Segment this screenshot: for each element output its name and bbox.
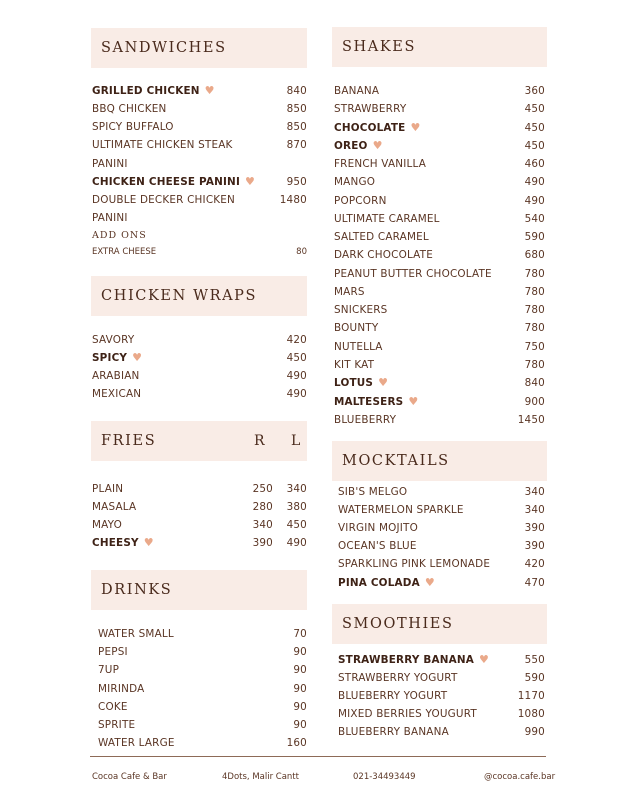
item-price: 90 — [293, 646, 307, 658]
item-name: MARS — [334, 286, 365, 298]
item-price: 850 — [286, 103, 307, 115]
item-price: 450 — [524, 103, 545, 115]
item-name: MIRINDA — [98, 683, 145, 695]
heart-icon: ♥ — [204, 84, 215, 97]
item-price-large: 490 — [286, 537, 307, 549]
item-price: 540 — [524, 213, 545, 225]
menu-item — [98, 625, 307, 643]
menu-item — [92, 155, 307, 173]
item-name: CHEESY — [92, 537, 139, 549]
item-price: 390 — [524, 522, 545, 534]
item-name: NUTELLA — [334, 341, 383, 353]
item-price: 70 — [293, 628, 307, 640]
fries-header — [91, 421, 307, 461]
item-name: WATER SMALL — [98, 628, 174, 640]
item-name: PEPSI — [98, 646, 128, 658]
item-name: PLAIN — [92, 483, 124, 495]
item-name: 7UP — [98, 664, 120, 676]
item-price-regular: 340 — [252, 519, 273, 531]
chicken-wraps-header — [91, 276, 307, 316]
menu-item — [338, 537, 545, 555]
item-name: STRAWBERRY YOGURT — [338, 672, 458, 684]
menu-item — [92, 349, 307, 367]
menu-item — [92, 118, 307, 136]
item-price: 420 — [286, 334, 307, 346]
item-price: 850 — [286, 121, 307, 133]
footer-phone: 021-34493449 — [353, 772, 416, 782]
heart-icon: ♥ — [410, 121, 421, 134]
menu-item — [98, 680, 307, 698]
addon-price: 80 — [296, 247, 307, 257]
item-price: 490 — [524, 176, 545, 188]
item-name: FRENCH VANILLA — [334, 158, 427, 170]
menu-item — [338, 669, 545, 687]
item-name: SIB'S MELGO — [338, 486, 408, 498]
item-price: 490 — [286, 370, 307, 382]
item-price: 460 — [524, 158, 545, 170]
menu-item — [92, 534, 307, 552]
menu-item — [338, 651, 545, 669]
item-price: 490 — [524, 195, 545, 207]
large-column-header: L — [291, 433, 301, 449]
section-title: MOCKTAILS — [342, 453, 450, 469]
menu-item — [334, 338, 545, 356]
item-price: 420 — [524, 558, 545, 570]
item-price: 950 — [286, 176, 307, 188]
menu-item — [92, 209, 307, 227]
section-title: CHICKEN WRAPS — [101, 288, 258, 304]
item-price: 590 — [524, 231, 545, 243]
item-price-large: 380 — [286, 501, 307, 513]
item-price: 840 — [286, 85, 307, 97]
item-name: BLUEBERRY — [334, 414, 397, 426]
heart-icon: ♥ — [378, 376, 389, 389]
menu-item — [334, 356, 545, 374]
item-price-regular: 280 — [252, 501, 273, 513]
item-price: 590 — [524, 672, 545, 684]
sandwiches-header — [91, 28, 307, 68]
item-name: MIXED BERRIES YOUGURT — [338, 708, 477, 720]
menu-item — [92, 82, 307, 100]
item-price-regular: 250 — [252, 483, 273, 495]
menu-item — [92, 385, 307, 403]
menu-item — [334, 301, 545, 319]
heart-icon: ♥ — [479, 653, 490, 666]
item-name: DOUBLE DECKER CHICKEN — [92, 194, 236, 206]
item-name: POPCORN — [334, 195, 387, 207]
item-name: PEANUT BUTTER CHOCOLATE — [334, 268, 492, 280]
smoothies-header — [332, 604, 547, 644]
item-name: WATER LARGE — [98, 737, 175, 749]
section-title: SHAKES — [342, 39, 417, 55]
item-name: KIT KAT — [334, 359, 375, 371]
menu-item — [98, 734, 307, 752]
menu-item — [92, 367, 307, 385]
item-name: STRAWBERRY — [334, 103, 407, 115]
item-price: 1480 — [279, 194, 307, 206]
item-price: 990 — [524, 726, 545, 738]
item-name: PANINI — [92, 158, 128, 170]
item-price: 680 — [524, 249, 545, 261]
menu-item — [334, 411, 545, 429]
menu-item — [92, 480, 307, 498]
item-name: OCEAN'S BLUE — [338, 540, 417, 552]
item-name: ARABIAN — [92, 370, 140, 382]
item-price: 340 — [524, 504, 545, 516]
menu-item — [98, 698, 307, 716]
regular-column-header: R — [254, 433, 265, 449]
menu-item — [92, 100, 307, 118]
menu-item — [334, 210, 545, 228]
menu-item — [334, 100, 545, 118]
item-price: 780 — [524, 304, 545, 316]
item-price-regular: 390 — [252, 537, 273, 549]
item-price: 900 — [524, 396, 545, 408]
menu-item — [98, 661, 307, 679]
item-price: 1450 — [517, 414, 545, 426]
item-name: BLUEBERRY YOGURT — [338, 690, 448, 702]
item-name: CHOCOLATE — [334, 122, 406, 134]
menu-item — [92, 498, 307, 516]
menu-item — [338, 723, 545, 741]
item-price-large: 340 — [286, 483, 307, 495]
item-name: BLUEBERRY BANANA — [338, 726, 449, 738]
item-name: OREO — [334, 140, 368, 152]
menu-item — [92, 191, 307, 209]
heart-icon: ♥ — [424, 576, 435, 589]
section-title: DRINKS — [101, 582, 173, 598]
item-name: DARK CHOCOLATE — [334, 249, 433, 261]
item-price: 90 — [293, 701, 307, 713]
item-name: BOUNTY — [334, 322, 379, 334]
item-name: MAYO — [92, 519, 123, 531]
item-name: COKE — [98, 701, 128, 713]
item-price: 90 — [293, 719, 307, 731]
item-name: LOTUS — [334, 377, 374, 389]
item-name: SPICY BUFFALO — [92, 121, 174, 133]
heart-icon: ♥ — [372, 139, 383, 152]
menu-item — [334, 319, 545, 337]
menu-item — [98, 643, 307, 661]
item-price: 870 — [286, 139, 307, 151]
menu-item — [98, 716, 307, 734]
footer-cafe-name: Cocoa Cafe & Bar — [92, 772, 167, 782]
item-price: 490 — [286, 388, 307, 400]
menu-item — [338, 555, 545, 573]
item-name: ULTIMATE CARAMEL — [334, 213, 440, 225]
item-price: 550 — [524, 654, 545, 666]
section-title: FRIES — [101, 433, 157, 449]
drinks-header — [91, 570, 307, 610]
item-name: STRAWBERRY BANANA — [338, 654, 475, 666]
menu-item — [334, 137, 545, 155]
menu-item — [334, 374, 545, 392]
item-name: ULTIMATE CHICKEN STEAK — [92, 139, 233, 151]
item-price: 780 — [524, 286, 545, 298]
heart-icon: ♥ — [132, 351, 143, 364]
menu-item — [334, 192, 545, 210]
heart-icon: ♥ — [143, 536, 154, 549]
item-price: 780 — [524, 359, 545, 371]
menu-item — [334, 265, 545, 283]
item-price: 450 — [524, 122, 545, 134]
item-name: SALTED CARAMEL — [334, 231, 429, 243]
item-price: 340 — [524, 486, 545, 498]
item-name: MALTESERS — [334, 396, 404, 408]
item-name: BBQ CHICKEN — [92, 103, 167, 115]
item-price: 160 — [286, 737, 307, 749]
footer-divider — [90, 756, 546, 757]
item-name: MANGO — [334, 176, 376, 188]
menu-item — [334, 228, 545, 246]
item-price: 390 — [524, 540, 545, 552]
menu-item — [338, 705, 545, 723]
item-price: 840 — [524, 377, 545, 389]
menu-item — [92, 173, 307, 191]
menu-item — [334, 283, 545, 301]
item-price: 1170 — [517, 690, 545, 702]
item-name: GRILLED CHICKEN — [92, 85, 200, 97]
menu-item — [338, 483, 545, 501]
menu-item — [334, 393, 545, 411]
item-price: 750 — [524, 341, 545, 353]
item-price-large: 450 — [286, 519, 307, 531]
shakes-header — [332, 27, 547, 67]
item-price: 90 — [293, 683, 307, 695]
item-price: 780 — [524, 268, 545, 280]
menu-item — [334, 119, 545, 137]
menu-item — [338, 687, 545, 705]
section-title: SMOOTHIES — [342, 616, 454, 632]
menu-item — [334, 173, 545, 191]
addons-title: ADD ONS — [92, 230, 147, 241]
menu-item — [334, 82, 545, 100]
item-name: MASALA — [92, 501, 137, 513]
footer-social-handle: @cocoa.cafe.bar — [484, 772, 556, 782]
item-price: 780 — [524, 322, 545, 334]
section-title: SANDWICHES — [101, 40, 227, 56]
item-name: BANANA — [334, 85, 380, 97]
item-name: SPICY — [92, 352, 128, 364]
item-name: PANINI — [92, 212, 128, 224]
mocktails-header — [332, 441, 547, 481]
item-price: 1080 — [517, 708, 545, 720]
item-name: VIRGIN MOJITO — [338, 522, 418, 534]
item-name: SAVORY — [92, 334, 135, 346]
item-name: SNICKERS — [334, 304, 388, 316]
menu-item — [92, 331, 307, 349]
item-name: SPRITE — [98, 719, 136, 731]
item-price: 470 — [524, 577, 545, 589]
menu-item — [338, 574, 545, 592]
item-name: WATERMELON SPARKLE — [338, 504, 464, 516]
item-price: 360 — [524, 85, 545, 97]
menu-item — [338, 501, 545, 519]
addon-name: EXTRA CHEESE — [92, 247, 157, 257]
footer-address: 4Dots, Malir Cantt — [222, 772, 299, 782]
item-name: PINA COLADA — [338, 577, 420, 589]
item-name: SPARKLING PINK LEMONADE — [338, 558, 491, 570]
heart-icon: ♥ — [245, 175, 256, 188]
item-name: MEXICAN — [92, 388, 142, 400]
menu-item — [92, 516, 307, 534]
item-price: 450 — [286, 352, 307, 364]
menu-item — [334, 246, 545, 264]
item-name: CHICKEN CHEESE PANINI — [92, 176, 241, 188]
item-price: 90 — [293, 664, 307, 676]
item-price: 450 — [524, 140, 545, 152]
menu-item — [338, 519, 545, 537]
heart-icon: ♥ — [408, 395, 419, 408]
menu-item — [334, 155, 545, 173]
menu-item — [92, 136, 307, 154]
